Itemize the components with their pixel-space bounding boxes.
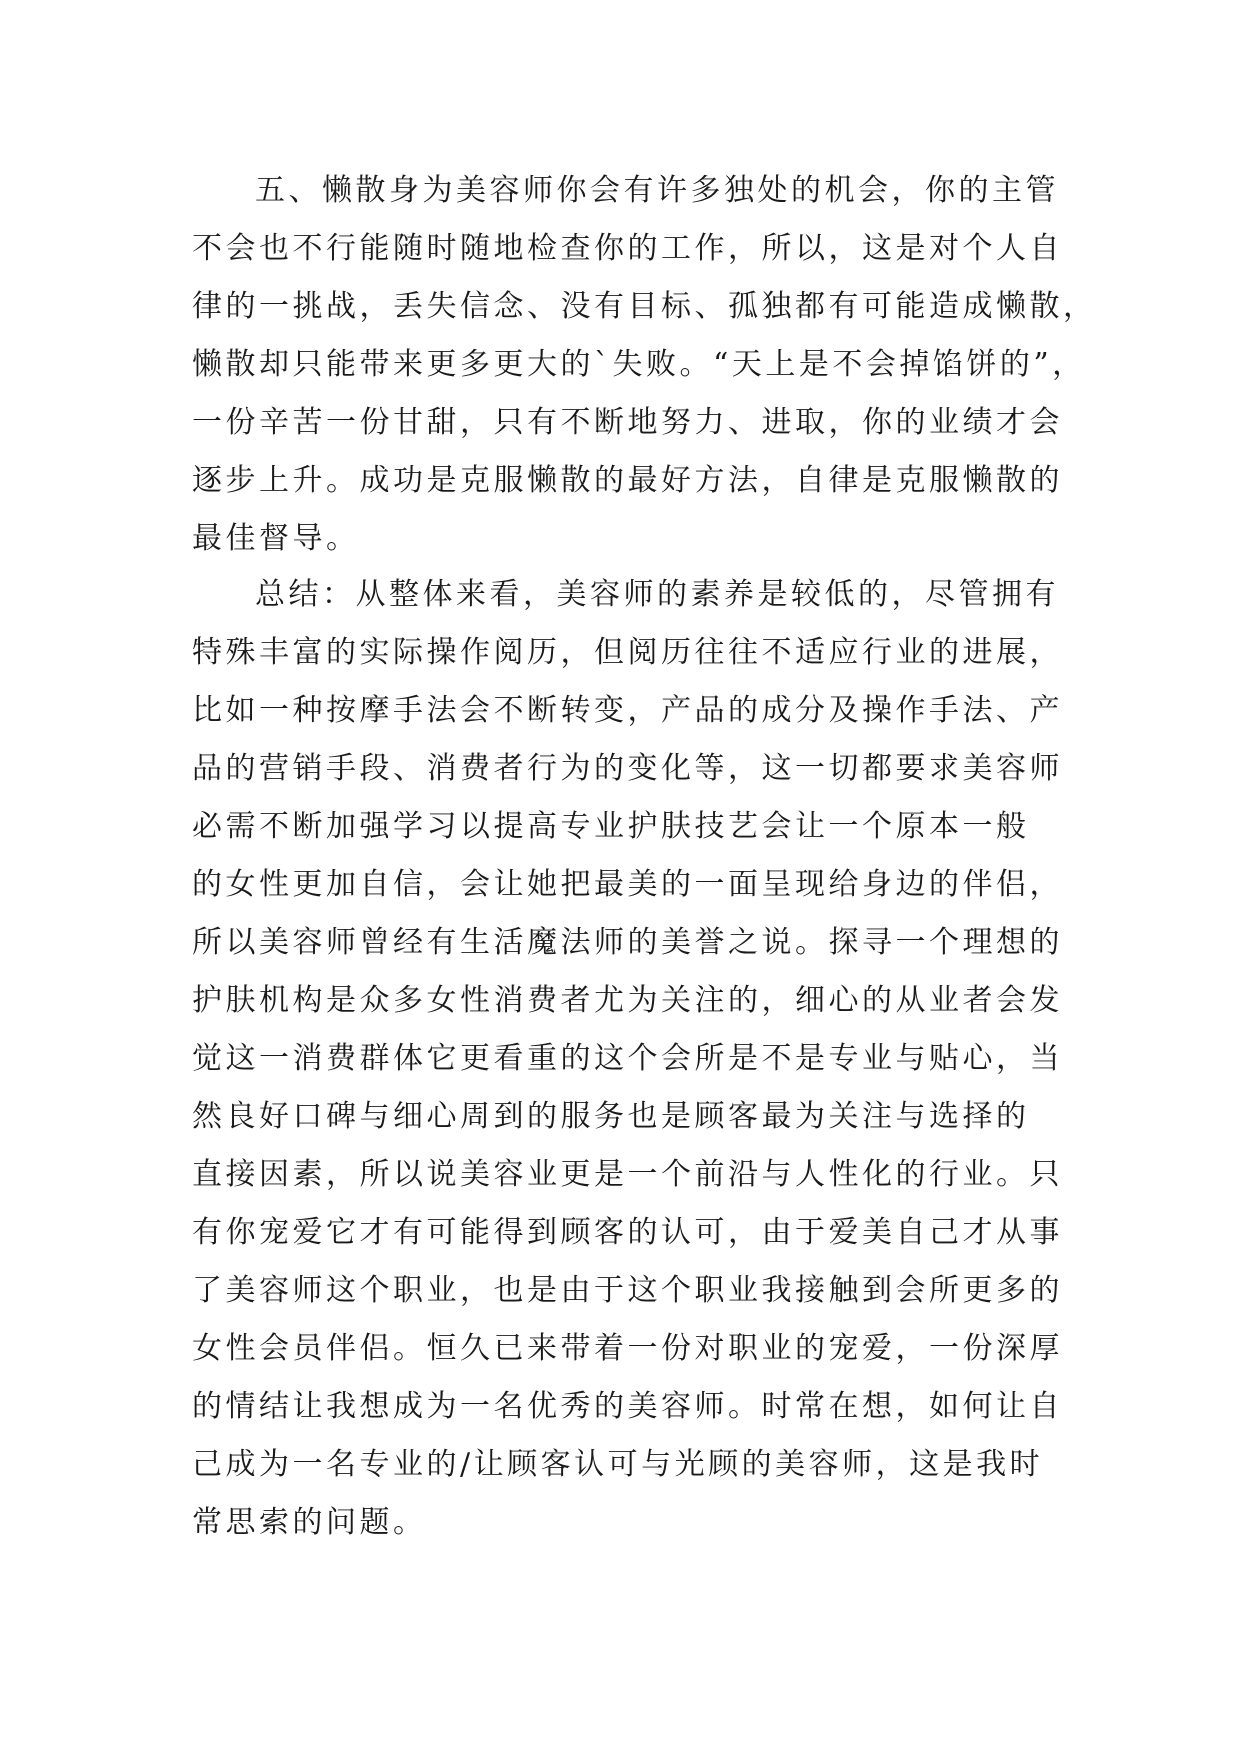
paragraph-summary xyxy=(192,566,1063,1552)
paragraph-line: 然良好口碑与细心周到的服务也是顾客最为关注与选择的 xyxy=(192,1099,1030,1134)
paragraph-line: 比如一种按摩手法会不断转变，产品的成分及操作手法、产 xyxy=(192,693,1063,728)
paragraph-line: 最佳督导。 xyxy=(192,521,360,556)
paragraph-line: 的女性更加自信，会让她把最美的一面呈现给身边的伴侣， xyxy=(192,867,1063,902)
paragraph-line: 懒散却只能带来更多更大的`失败。“天上是不会掉馅饼的”， xyxy=(192,347,1086,382)
paragraph-line: 了美容师这个职业，也是由于这个职业我接触到会所更多的 xyxy=(192,1273,1063,1308)
paragraph-line: 常思索的问题。 xyxy=(192,1505,427,1540)
paragraph-line: 直接因素，所以说美容业更是一个前沿与人性化的行业。只 xyxy=(192,1157,1063,1192)
paragraph-line: 品的营销手段、消费者行为的变化等，这一切都要求美容师 xyxy=(192,751,1063,786)
paragraph-line: 特殊丰富的实际操作阅历，但阅历往往不适应行业的进展， xyxy=(192,635,1063,670)
paragraph-line: 总结：从整体来看，美容师的素养是较低的，尽管拥有 xyxy=(255,577,1059,612)
paragraph-line: 五、懒散身为美容师你会有许多独处的机会，你的主管 xyxy=(255,173,1059,208)
paragraph-line: 的情结让我想成为一名优秀的美容师。时常在想，如何让自 xyxy=(192,1389,1063,1424)
paragraph-line: 己成为一名专业的/让顾客认可与光顾的美容师，这是我时 xyxy=(192,1447,1044,1482)
paragraph-line: 必需不断加强学习以提高专业护肤技艺会让一个原本一般 xyxy=(192,809,1030,844)
paragraph-line: 护肤机构是众多女性消费者尤为关注的，细心的从业者会发 xyxy=(192,983,1063,1018)
paragraph-line: 女性会员伴侣。恒久已来带着一份对职业的宠爱，一份深厚 xyxy=(192,1331,1063,1366)
paragraph-line: 不会也不行能随时随地检查你的工作，所以，这是对个人自 xyxy=(192,231,1063,266)
paragraph-line: 觉这一消费群体它更看重的这个会所是不是专业与贴心，当 xyxy=(192,1041,1063,1076)
paragraph-line: 一份辛苦一份甘甜，只有不断地努力、进取，你的业绩才会 xyxy=(192,405,1063,440)
paragraph-line: 律的一挑战，丢失信念、没有目标、孤独都有可能造成懒散， xyxy=(192,289,1097,324)
paragraph-line: 有你宠爱它才有可能得到顾客的认可，由于爱美自己才从事 xyxy=(192,1215,1063,1250)
paragraph-laziness xyxy=(192,162,1097,568)
paragraph-line: 逐步上升。成功是克服懒散的最好方法，自律是克服懒散的 xyxy=(192,463,1063,498)
paragraph-line: 所以美容师曾经有生活魔法师的美誉之说。探寻一个理想的 xyxy=(192,925,1063,960)
